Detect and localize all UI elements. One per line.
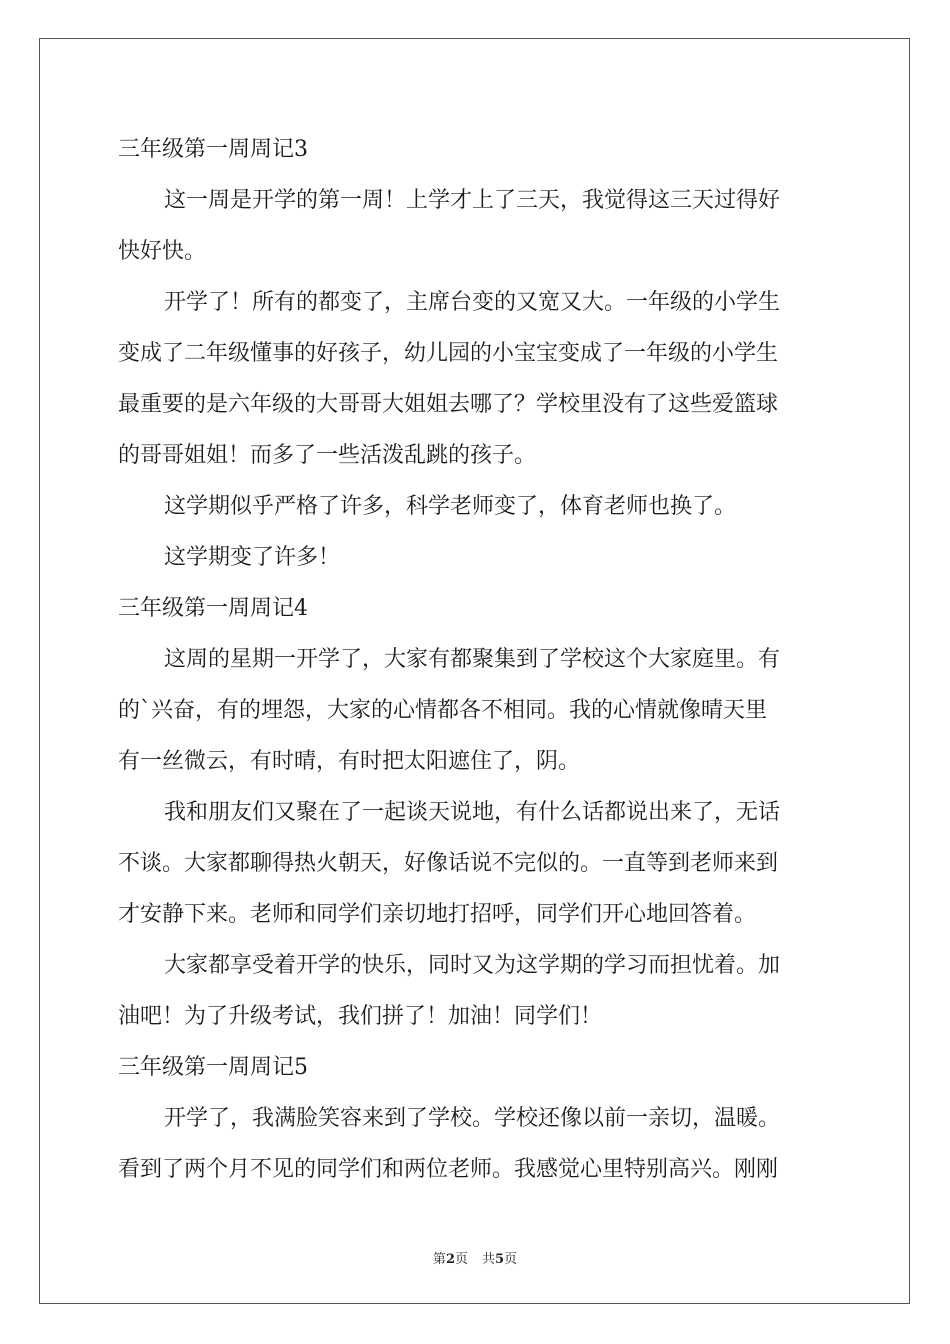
paragraph-line: 有一丝微云，有时晴，有时把太阳遮住了，阴。 bbox=[118, 749, 581, 774]
paragraph-line: 最重要的是六年级的大哥哥大姐姐去哪了？学校里没有了这些爱篮球 bbox=[118, 392, 779, 417]
paragraph-line: 的哥哥姐姐！而多了一些活泼乱跳的孩子。 bbox=[118, 443, 537, 468]
paragraph-line: 我和朋友们又聚在了一起谈天说地，有什么话都说出来了，无话 bbox=[164, 800, 781, 825]
page-number: 2 bbox=[445, 1252, 455, 1267]
total-pages: 5 bbox=[495, 1252, 505, 1267]
total-prefix: 共 bbox=[482, 1252, 496, 1267]
paragraph-line: 这学期似乎严格了许多，科学老师变了，体育老师也换了。 bbox=[164, 494, 737, 519]
paragraph-line: 这学期变了许多！ bbox=[164, 545, 341, 570]
paragraph-line: 才安静下来。老师和同学们亲切地打招呼，同学们开心地回答着。 bbox=[118, 902, 757, 927]
page-suffix: 页 bbox=[454, 1252, 468, 1267]
paragraph-line: 的`兴奋，有的埋怨，大家的心情都各不相同。我的心情就像晴天里 bbox=[118, 698, 768, 723]
paragraph-line: 大家都享受着开学的快乐，同时又为这学期的学习而担忧着。加 bbox=[164, 953, 781, 978]
page-footer bbox=[0, 1248, 950, 1267]
paragraph-line: 开学了，我满脸笑容来到了学校。学校还像以前一亲切，温暖。 bbox=[164, 1106, 781, 1131]
paragraph-line: 看到了两个月不见的同学们和两位老师。我感觉心里特别高兴。刚刚 bbox=[118, 1157, 779, 1182]
paragraph-line: 这周的星期一开学了，大家有都聚集到了学校这个大家庭里。有 bbox=[164, 647, 781, 672]
page-prefix: 第 bbox=[432, 1252, 446, 1267]
paragraph-line: 油吧！为了升级考试，我们拼了！加油！同学们！ bbox=[118, 1004, 603, 1029]
paragraph-line: 开学了！所有的都变了，主席台变的又宽又大。一年级的小学生 bbox=[164, 290, 781, 315]
paragraph-line: 不谈。大家都聊得热火朝天，好像话说不完似的。一直等到老师来到 bbox=[118, 851, 779, 876]
paragraph-line: 快好快。 bbox=[118, 239, 207, 264]
document-body bbox=[118, 124, 834, 1195]
section-title: 三年级第一周周记5 bbox=[118, 1055, 308, 1080]
paragraph-line: 这一周是开学的第一周！上学才上了三天，我觉得这三天过得好 bbox=[164, 188, 781, 213]
section-title: 三年级第一周周记4 bbox=[118, 596, 308, 621]
total-suffix: 页 bbox=[504, 1252, 518, 1267]
paragraph-line: 变成了二年级懂事的好孩子，幼儿园的小宝宝变成了一年级的小学生 bbox=[118, 341, 779, 366]
section-title: 三年级第一周周记3 bbox=[118, 137, 308, 162]
